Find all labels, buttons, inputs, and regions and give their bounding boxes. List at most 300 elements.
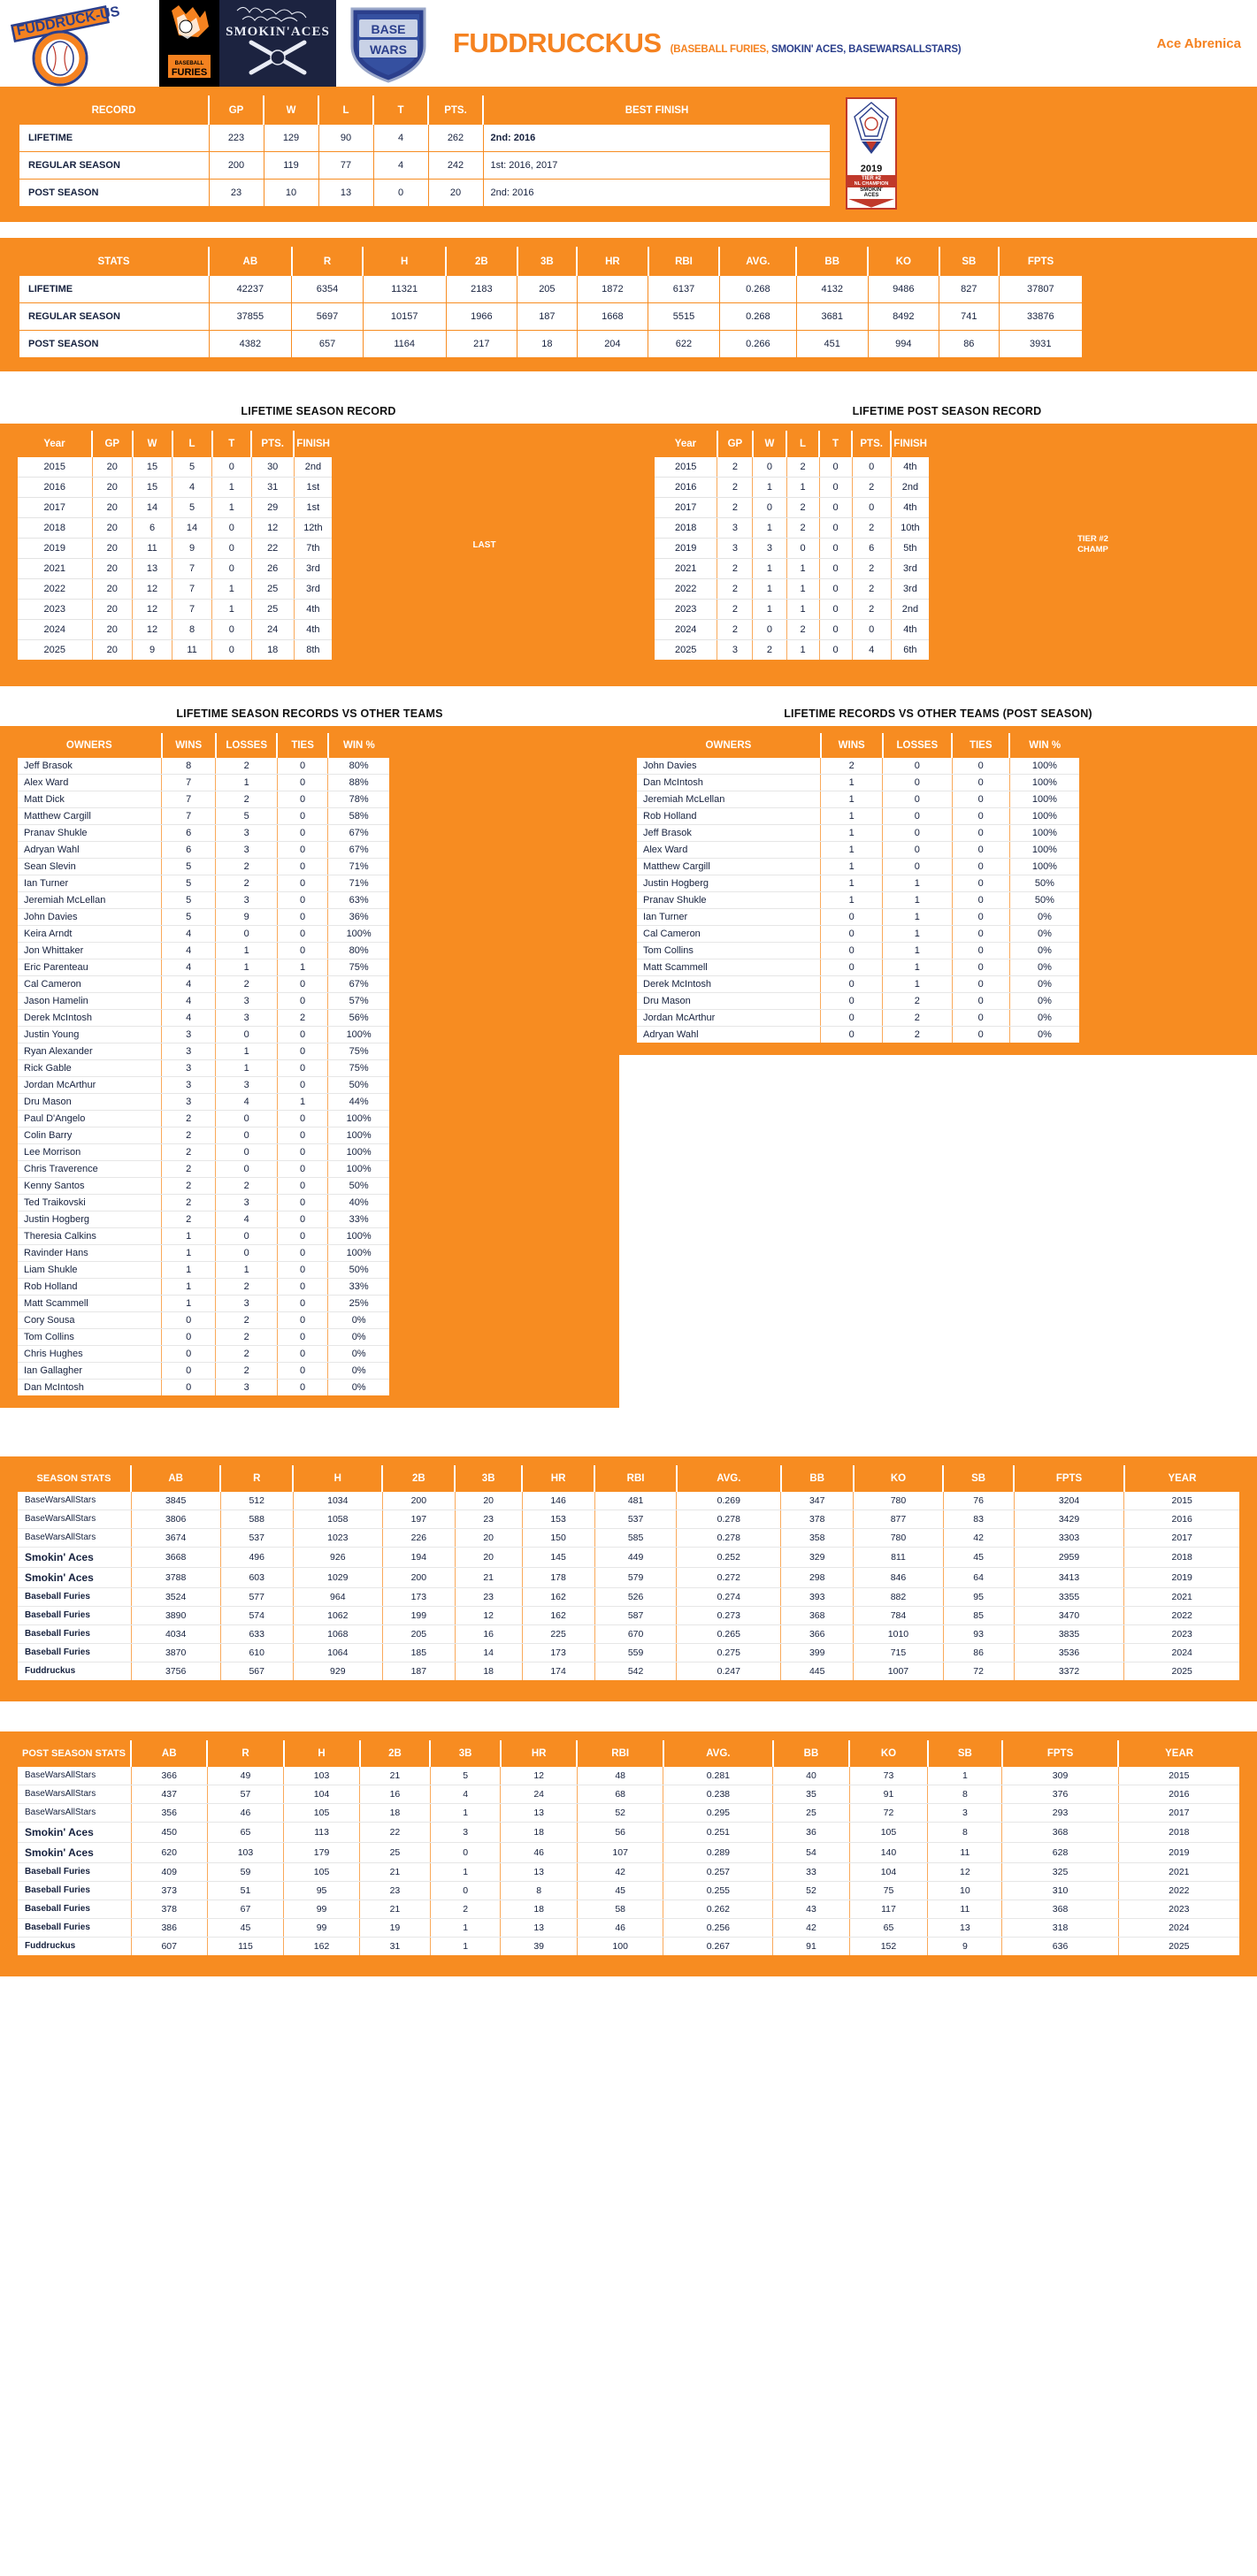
season-record-cell-finish: 3rd (294, 578, 332, 599)
vs-season-cell-win: 50% (328, 1076, 389, 1093)
season-record-cell-t: 1 (212, 578, 252, 599)
table-row (637, 758, 1079, 775)
base-wars-logo (336, 0, 441, 87)
season-stats-cell-bb: 347 (781, 1492, 854, 1510)
post-season-stats-cell-fpts: 368 (1002, 1822, 1118, 1842)
season-stats-cell-sb: 85 (943, 1606, 1014, 1624)
record-header-w: W (264, 96, 318, 125)
vs-post-cell-wins: 0 (821, 925, 883, 942)
post-season-stats-cell-ab: 409 (131, 1862, 207, 1881)
svg-text:SMOKIN'ACES: SMOKIN'ACES (226, 25, 330, 39)
season-record-cell-year: 2023 (18, 599, 92, 619)
vs-post-cell-win: 0% (1009, 942, 1079, 959)
vs-post-cell-win: 100% (1009, 758, 1079, 775)
season-record-cell-t: 0 (212, 639, 252, 660)
post-season-stats-cell-year: 2016 (1118, 1785, 1239, 1803)
vs-season-cell-wins: 5 (162, 858, 216, 875)
vs-season-cell-owners: Ted Traikovski (18, 1194, 162, 1211)
vs-post-cell-wins: 0 (821, 942, 883, 959)
post-season-record-cell-w: 0 (753, 497, 786, 517)
vs-season-cell-losses: 9 (216, 908, 278, 925)
table-row (18, 1606, 1239, 1624)
season-record-cell-year: 2022 (18, 578, 92, 599)
vs-season-cell-losses: 1 (216, 942, 278, 959)
stats-row-label: POST SEASON (19, 330, 209, 358)
season-record-cell-w: 15 (133, 457, 172, 478)
vs-season-cell-win: 25% (328, 1295, 389, 1311)
vs-season-cell-wins: 7 (162, 774, 216, 791)
vs-post-cell-wins: 0 (821, 975, 883, 992)
season-stats-cell-year: 2022 (1124, 1606, 1239, 1624)
season-stats-cell-avg: 0.274 (677, 1587, 781, 1606)
vs-post-cell-ties: 0 (952, 841, 1009, 858)
vs-season-cell-wins: 3 (162, 1093, 216, 1110)
season-record-cell-gp: 20 (92, 538, 133, 558)
vs-season-cell-owners: Jon Whittaker (18, 942, 162, 959)
vs-season-cell-losses: 1 (216, 959, 278, 975)
season-stats-cell-year: 2015 (1124, 1492, 1239, 1510)
vs-season-cell-win: 71% (328, 875, 389, 891)
post-season-stats-cell-sb: 11 (928, 1900, 1002, 1918)
vs-post-title: LIFETIME RECORDS VS OTHER TEAMS (POST SEASON) (619, 700, 1257, 726)
vs-season-cell-losses: 2 (216, 1177, 278, 1194)
season-stats-cell-avg: 0.272 (677, 1567, 781, 1587)
season-stats-header-h: H (293, 1465, 382, 1492)
stats-cell-sb: 86 (939, 330, 999, 358)
season-stats-cell-year: 2023 (1124, 1624, 1239, 1643)
vs-season-cell-ties: 0 (277, 1311, 327, 1328)
post-season-stats-cell-r: 59 (207, 1862, 283, 1881)
stats-header-h: H (363, 248, 446, 276)
season-stats-team-name: Baseball Furies (18, 1606, 131, 1624)
vs-season-header-ties: TIES (277, 733, 327, 758)
post-season-stats-cell-3b: 2 (430, 1900, 501, 1918)
vs-season-cell-ties: 0 (277, 1295, 327, 1311)
stats-table-body (19, 275, 1083, 358)
post-season-record-cell-finish: 2nd (891, 477, 929, 497)
post-season-stats-cell-sb: 9 (928, 1937, 1002, 1955)
baseball-furies-logo-art (159, 0, 219, 87)
table-row (18, 558, 332, 578)
post-season-stats-cell-bb: 52 (773, 1881, 849, 1900)
season-stats-header-bb: BB (781, 1465, 854, 1492)
table-row (18, 497, 332, 517)
post-season-record-cell-l: 2 (786, 457, 819, 478)
vs-season-cell-win: 75% (328, 1043, 389, 1059)
season-stats-header-r: R (220, 1465, 293, 1492)
vs-season-cell-owners: Sean Slevin (18, 858, 162, 875)
vs-post-table (637, 733, 1079, 1043)
table-row (637, 959, 1079, 975)
season-stats-cell-h: 1064 (293, 1643, 382, 1662)
season-stats-cell-bb: 366 (781, 1624, 854, 1643)
post-season-stats-header-ko: KO (849, 1740, 928, 1767)
vs-post-cell-losses: 1 (883, 875, 953, 891)
post-season-stats-cell-h: 105 (284, 1862, 360, 1881)
season-stats-cell-year: 2024 (1124, 1643, 1239, 1662)
season-record-cell-pts: 26 (251, 558, 294, 578)
stats-cell-ko: 994 (868, 330, 939, 358)
vs-post-cell-losses: 1 (883, 959, 953, 975)
post-season-stats-cell-ab: 450 (131, 1822, 207, 1842)
post-season-stats-cell-ko: 140 (849, 1842, 928, 1862)
post-season-stats-cell-2b: 23 (360, 1881, 431, 1900)
post-season-stats-header-r: R (207, 1740, 283, 1767)
season-stats-cell-ab: 3870 (131, 1643, 220, 1662)
table-row (18, 1093, 389, 1110)
season-record-cell-w: 9 (133, 639, 172, 660)
season-record-cell-pts: 22 (251, 538, 294, 558)
post-season-record-cell-year: 2016 (655, 477, 717, 497)
page-title: FUDDRUCCKUS (453, 27, 662, 58)
table-row (18, 1643, 1239, 1662)
vs-season-cell-win: 33% (328, 1278, 389, 1295)
vs-season-cell-wins: 2 (162, 1110, 216, 1127)
record-cell-l: 13 (318, 180, 373, 208)
post-season-stats-cell-fpts: 325 (1002, 1862, 1118, 1881)
stats-cell-r: 657 (292, 330, 364, 358)
table-row (637, 774, 1079, 791)
vs-post-cell-wins: 1 (821, 774, 883, 791)
vs-season-cell-ties: 0 (277, 891, 327, 908)
post-season-stats-header-2b: 2B (360, 1740, 431, 1767)
vs-season-cell-wins: 2 (162, 1177, 216, 1194)
vs-season-cell-losses: 4 (216, 1093, 278, 1110)
vs-season-cell-wins: 7 (162, 807, 216, 824)
season-stats-cell-bb: 393 (781, 1587, 854, 1606)
vs-post-cell-wins: 1 (821, 875, 883, 891)
season-stats-cell-ko: 882 (854, 1587, 943, 1606)
record-header-record: RECORD (19, 96, 209, 125)
vs-season-cell-win: 50% (328, 1177, 389, 1194)
vs-post-cell-losses: 0 (883, 807, 953, 824)
table-row (655, 457, 929, 478)
season-stats-cell-rbi: 585 (594, 1528, 677, 1547)
season-stats-cell-h: 929 (293, 1662, 382, 1680)
vs-season-cell-losses: 3 (216, 1295, 278, 1311)
vs-post-cell-losses: 2 (883, 1026, 953, 1043)
table-row (637, 942, 1079, 959)
post-season-record-cell-finish: 4th (891, 497, 929, 517)
season-stats-team-name: Smokin' Aces (18, 1547, 131, 1567)
vs-post-cell-ties: 0 (952, 824, 1009, 841)
post-season-record-cell-finish: 5th (891, 538, 929, 558)
subtitle-part-allstars: BASEWARSALLSTARS) (848, 44, 962, 55)
vs-season-cell-losses: 3 (216, 1194, 278, 1211)
post-season-stats-cell-ko: 152 (849, 1937, 928, 1955)
post-season-stats-team-name: Baseball Furies (18, 1862, 131, 1881)
post-season-record-cell-finish: 6th (891, 639, 929, 660)
vs-post-cell-ties: 0 (952, 1009, 1009, 1026)
season-record-cell-w: 12 (133, 578, 172, 599)
season-record-cell-pts: 18 (251, 639, 294, 660)
stats-header-ab: AB (209, 248, 292, 276)
vs-season-cell-win: 56% (328, 1009, 389, 1026)
post-season-stats-team-name: BaseWarsAllStars (18, 1785, 131, 1803)
vs-season-cell-ties: 0 (277, 1143, 327, 1160)
vs-post-cell-win: 100% (1009, 791, 1079, 807)
vs-season-cell-owners: Jeff Brasok (18, 758, 162, 775)
season-stats-cell-year: 2021 (1124, 1587, 1239, 1606)
vs-season-cell-wins: 4 (162, 975, 216, 992)
season-stats-cell-hr: 146 (522, 1492, 594, 1510)
vs-season-cell-win: 0% (328, 1362, 389, 1379)
badge-tier: TIER #2 (847, 175, 895, 182)
vs-season-cell-owners: Dan McIntosh (18, 1379, 162, 1395)
post-season-record-cell-w: 1 (753, 517, 786, 538)
season-stats-cell-ko: 780 (854, 1492, 943, 1510)
post-season-record-cell-year: 2023 (655, 599, 717, 619)
vs-season-cell-win: 100% (328, 1160, 389, 1177)
post-season-stats-cell-sb: 1 (928, 1767, 1002, 1785)
table-row (19, 302, 1083, 330)
vs-season-cell-wins: 5 (162, 908, 216, 925)
vs-season-cell-losses: 0 (216, 1026, 278, 1043)
post-season-stats-cell-3b: 3 (430, 1822, 501, 1842)
vs-season-cell-wins: 5 (162, 875, 216, 891)
table-row (18, 1900, 1239, 1918)
record-cell-best: 2nd: 2016 (483, 125, 831, 152)
table-row (18, 925, 389, 942)
post-season-stats-cell-bb: 25 (773, 1803, 849, 1822)
championship-pennant-icon (847, 99, 895, 163)
season-record-cell-w: 13 (133, 558, 172, 578)
stats-header-r: R (292, 248, 364, 276)
post-season-stats-cell-ko: 75 (849, 1881, 928, 1900)
vs-post-cell-win: 0% (1009, 1009, 1079, 1026)
vs-post-body (637, 758, 1079, 1043)
post-season-record-header-t: T (819, 431, 852, 457)
tier-champ-line2: CHAMP (1077, 545, 1108, 555)
post-season-stats-header-3b: 3B (430, 1740, 501, 1767)
post-season-stats-cell-avg: 0.281 (663, 1767, 773, 1785)
season-stats-cell-avg: 0.265 (677, 1624, 781, 1643)
season-stats-cell-r: 574 (220, 1606, 293, 1624)
season-record-cell-finish: 1st (294, 497, 332, 517)
vs-season-cell-win: 50% (328, 1261, 389, 1278)
season-stats-cell-avg: 0.273 (677, 1606, 781, 1624)
season-record-header-finish: FINISH (294, 431, 332, 457)
vs-season-title: LIFETIME SEASON RECORDS VS OTHER TEAMS (0, 700, 619, 726)
season-record-cell-t: 0 (212, 457, 252, 478)
season-record-cell-w: 15 (133, 477, 172, 497)
season-stats-team-name: BaseWarsAllStars (18, 1510, 131, 1528)
stats-cell-fpts: 3931 (999, 330, 1083, 358)
vs-post-cell-ties: 0 (952, 791, 1009, 807)
vs-season-cell-win: 100% (328, 1244, 389, 1261)
post-season-stats-team-name: BaseWarsAllStars (18, 1767, 131, 1785)
vs-season-cell-wins: 0 (162, 1311, 216, 1328)
vs-season-cell-win: 57% (328, 992, 389, 1009)
post-season-stats-body (18, 1767, 1239, 1955)
vs-season-cell-wins: 3 (162, 1043, 216, 1059)
page-subtitle (671, 44, 962, 55)
vs-post-header-losses: LOSSES (883, 733, 953, 758)
table-row (18, 1822, 1239, 1842)
vs-season-cell-win: 67% (328, 824, 389, 841)
vs-season-cell-ties: 0 (277, 824, 327, 841)
post-season-stats-cell-ab: 607 (131, 1937, 207, 1955)
stats-cell-rbi: 622 (648, 330, 720, 358)
season-record-header-row (18, 431, 332, 457)
vs-post-cell-win: 0% (1009, 1026, 1079, 1043)
vs-season-cell-losses: 1 (216, 1059, 278, 1076)
vs-post-column (619, 726, 1257, 1055)
stats-cell-fpts: 37807 (999, 275, 1083, 302)
vs-post-cell-owners: Dru Mason (637, 992, 821, 1009)
vs-season-cell-wins: 4 (162, 942, 216, 959)
stats-cell-hr: 1668 (577, 302, 648, 330)
stats-panel (0, 238, 1257, 371)
season-stats-cell-ko: 715 (854, 1643, 943, 1662)
season-stats-cell-r: 512 (220, 1492, 293, 1510)
post-season-stats-cell-hr: 18 (501, 1900, 577, 1918)
post-season-record-cell-w: 1 (753, 578, 786, 599)
vs-post-cell-win: 0% (1009, 992, 1079, 1009)
season-stats-cell-bb: 329 (781, 1547, 854, 1567)
post-season-stats-team-name: Baseball Furies (18, 1918, 131, 1937)
vs-season-cell-owners: Ian Turner (18, 875, 162, 891)
vs-season-cell-wins: 3 (162, 1026, 216, 1043)
vs-season-cell-win: 75% (328, 959, 389, 975)
vs-season-cell-ties: 0 (277, 1362, 327, 1379)
vs-post-cell-wins: 0 (821, 959, 883, 975)
record-cell-w: 129 (264, 125, 318, 152)
table-row (18, 942, 389, 959)
vs-season-cell-win: 100% (328, 1026, 389, 1043)
record-table-header-row (19, 96, 831, 125)
season-stats-cell-ko: 1010 (854, 1624, 943, 1643)
vs-season-cell-win: 0% (328, 1328, 389, 1345)
post-season-record-header-l: L (786, 431, 819, 457)
season-stats-cell-sb: 93 (943, 1624, 1014, 1643)
season-record-cell-w: 11 (133, 538, 172, 558)
post-season-stats-cell-bb: 33 (773, 1862, 849, 1881)
season-stats-team-name: Baseball Furies (18, 1643, 131, 1662)
vs-post-cell-losses: 1 (883, 908, 953, 925)
season-stats-cell-h: 1058 (293, 1510, 382, 1528)
table-row (19, 275, 1083, 302)
season-record-cell-l: 7 (172, 599, 212, 619)
vs-post-cell-wins: 1 (821, 807, 883, 824)
vs-season-cell-wins: 0 (162, 1345, 216, 1362)
table-row (18, 1295, 389, 1311)
vs-season-panel (0, 726, 619, 1408)
vs-post-cell-owners: John Davies (637, 758, 821, 775)
season-stats-cell-bb: 358 (781, 1528, 854, 1547)
season-stats-cell-year: 2018 (1124, 1547, 1239, 1567)
post-season-stats-cell-3b: 1 (430, 1803, 501, 1822)
post-season-stats-cell-bb: 35 (773, 1785, 849, 1803)
table-row (18, 1624, 1239, 1643)
post-season-stats-header-post-season-stats: POST SEASON STATS (18, 1740, 131, 1767)
post-season-stats-cell-rbi: 45 (577, 1881, 663, 1900)
record-cell-gp: 223 (209, 125, 264, 152)
season-stats-cell-3b: 16 (455, 1624, 522, 1643)
record-cell-t: 4 (373, 125, 428, 152)
season-stats-body (18, 1492, 1239, 1680)
season-stats-cell-ko: 877 (854, 1510, 943, 1528)
table-row (18, 758, 389, 775)
season-stats-cell-hr: 162 (522, 1606, 594, 1624)
post-season-stats-cell-2b: 22 (360, 1822, 431, 1842)
vs-season-cell-ties: 0 (277, 1261, 327, 1278)
post-season-stats-cell-avg: 0.238 (663, 1785, 773, 1803)
season-stats-cell-sb: 42 (943, 1528, 1014, 1547)
post-season-record-cell-l: 1 (786, 599, 819, 619)
vs-season-cell-ties: 0 (277, 1244, 327, 1261)
season-stats-cell-rbi: 537 (594, 1510, 677, 1528)
vs-post-cell-losses: 0 (883, 841, 953, 858)
vs-season-cell-losses: 2 (216, 758, 278, 775)
season-record-cell-year: 2015 (18, 457, 92, 478)
vs-post-cell-ties: 0 (952, 875, 1009, 891)
vs-season-cell-win: 63% (328, 891, 389, 908)
vs-season-cell-wins: 5 (162, 891, 216, 908)
post-season-stats-cell-2b: 21 (360, 1862, 431, 1881)
post-season-stats-header-avg: AVG. (663, 1740, 773, 1767)
vs-season-cell-losses: 3 (216, 841, 278, 858)
subtitle-part-aces: SMOKIN' ACES, (771, 44, 847, 55)
season-record-cell-t: 0 (212, 538, 252, 558)
stats-header-hr: HR (577, 248, 648, 276)
post-season-stats-cell-h: 99 (284, 1900, 360, 1918)
post-season-stats-cell-h: 104 (284, 1785, 360, 1803)
post-season-stats-header-fpts: FPTS (1002, 1740, 1118, 1767)
spacer (0, 1701, 1257, 1731)
season-stats-cell-sb: 45 (943, 1547, 1014, 1567)
season-record-header-t: T (212, 431, 252, 457)
svg-text:BASEBALL: BASEBALL (174, 61, 204, 66)
vs-season-cell-win: 88% (328, 774, 389, 791)
post-season-stats-cell-hr: 18 (501, 1822, 577, 1842)
vs-post-cell-ties: 0 (952, 858, 1009, 875)
post-season-stats-cell-ko: 65 (849, 1918, 928, 1937)
vs-post-cell-ties: 0 (952, 925, 1009, 942)
table-row (18, 1785, 1239, 1803)
badge-year: 2019 (860, 164, 883, 175)
vs-season-cell-losses: 2 (216, 791, 278, 807)
table-row (18, 774, 389, 791)
vs-season-cell-win: 44% (328, 1093, 389, 1110)
season-stats-cell-fpts: 2959 (1014, 1547, 1124, 1567)
season-stats-cell-sb: 95 (943, 1587, 1014, 1606)
vs-season-cell-losses: 3 (216, 891, 278, 908)
post-season-stats-cell-r: 57 (207, 1785, 283, 1803)
vs-season-cell-owners: Colin Barry (18, 1127, 162, 1143)
post-season-record-header-row (655, 431, 929, 457)
vs-post-cell-losses: 1 (883, 925, 953, 942)
post-season-stats-cell-ko: 73 (849, 1767, 928, 1785)
season-record-cell-gp: 20 (92, 457, 133, 478)
post-season-record-cell-gp: 3 (717, 517, 753, 538)
post-season-stats-cell-fpts: 376 (1002, 1785, 1118, 1803)
vs-post-cell-ties: 0 (952, 807, 1009, 824)
vs-season-cell-win: 0% (328, 1379, 389, 1395)
table-row (18, 517, 332, 538)
vs-season-header-owners: OWNERS (18, 733, 162, 758)
stats-cell-2b: 2183 (446, 275, 517, 302)
season-stats-cell-fpts: 3835 (1014, 1624, 1124, 1643)
post-season-stats-cell-ab: 356 (131, 1803, 207, 1822)
stats-cell-ko: 8492 (868, 302, 939, 330)
vs-season-cell-ties: 1 (277, 1093, 327, 1110)
season-stats-cell-3b: 20 (455, 1528, 522, 1547)
post-season-record-cell-w: 1 (753, 558, 786, 578)
vs-season-cell-ties: 0 (277, 1211, 327, 1227)
season-stats-header-2b: 2B (382, 1465, 455, 1492)
season-record-cell-t: 1 (212, 599, 252, 619)
